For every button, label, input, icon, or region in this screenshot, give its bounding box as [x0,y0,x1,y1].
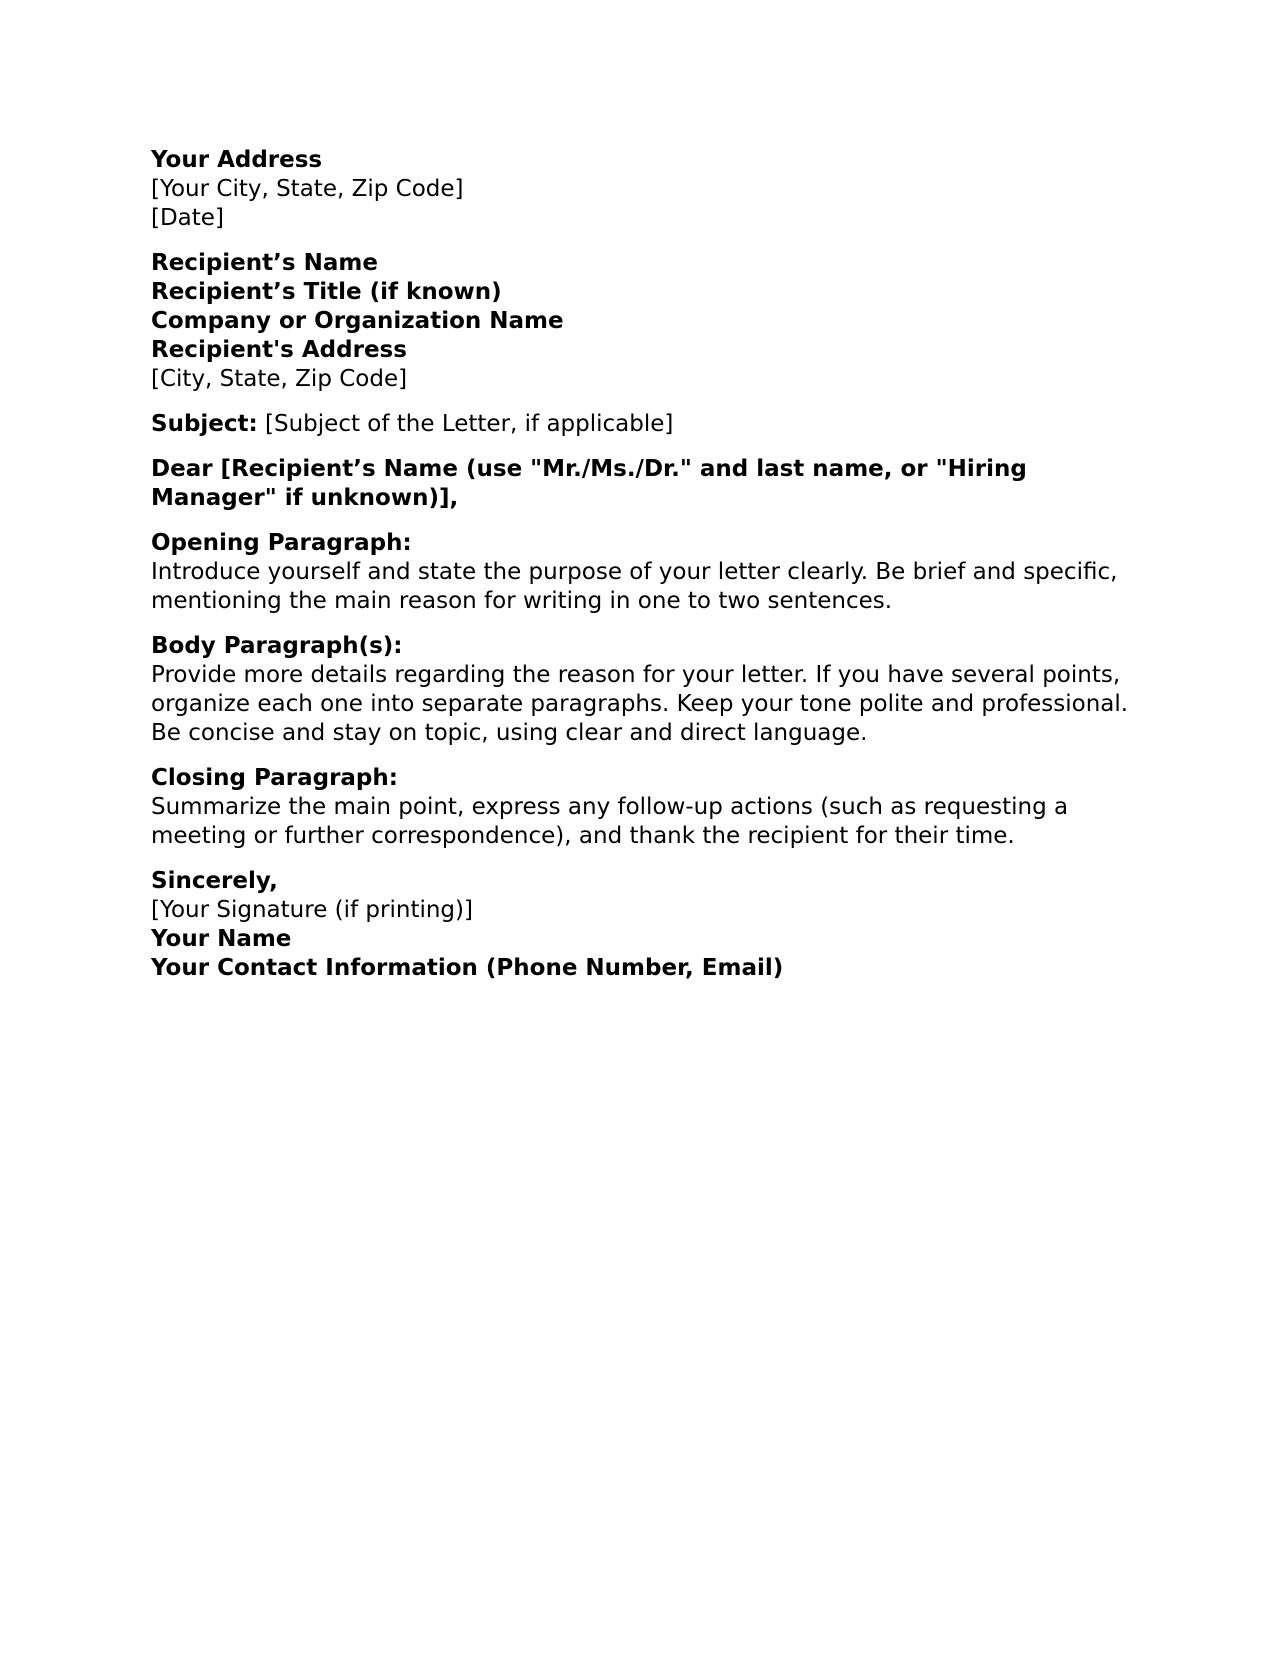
body-line: Be concise and stay on topic, using clear and direct language. [151,720,868,746]
opening-line: mentioning the main reason for writing in one to two sentences. [151,588,893,614]
body-heading: Body Paragraph(s): [151,633,403,659]
recipient-block [151,249,1141,394]
sender-name: Your Name [151,926,292,952]
closing-heading: Closing Paragraph: [151,765,398,791]
body-line: Provide more details regarding the reason for your letter. If you have several points, [151,662,1121,688]
opening-heading: Opening Paragraph: [151,530,412,556]
subject-line [151,410,1141,439]
subject-value: [Subject of the Letter, if applicable] [257,411,674,437]
body-line: organize each one into separate paragraphs. Keep your tone polite and professional. [151,691,1129,717]
opening-paragraph [151,529,1141,616]
signature-placeholder: [Your Signature (if printing)] [151,897,473,923]
sender-city-state-zip: [Your City, State, Zip Code] [151,176,464,202]
salutation: Dear [Recipient’s Name (use "Mr./Ms./Dr." and last name, or "Hiring Manager" if unknown)], [151,456,1027,511]
signoff-block [151,867,1141,983]
recipient-name: Recipient’s Name [151,250,378,276]
subject-label: Subject: [151,411,258,437]
closing-line: Summarize the main point, express any follow-up actions (such as requesting a [151,794,1069,820]
opening-line: Introduce yourself and state the purpose of your letter clearly. Be brief and specific, [151,559,1118,585]
salutation-block [151,455,1141,513]
letter-body [151,146,1141,999]
sender-address: Your Address [151,147,323,173]
recipient-city-state-zip: [City, State, Zip Code] [151,366,408,392]
valediction: Sincerely, [151,868,278,894]
closing-paragraph [151,764,1141,851]
body-paragraph [151,632,1141,748]
sender-contact: Your Contact Information (Phone Number, Email) [151,955,784,981]
recipient-address: Recipient's Address [151,337,407,363]
sender-block [151,146,1141,233]
closing-line: meeting or further correspondence), and thank the recipient for their time. [151,823,1015,849]
letter-date: [Date] [151,205,224,231]
recipient-company: Company or Organization Name [151,308,564,334]
recipient-title: Recipient’s Title (if known) [151,279,502,305]
